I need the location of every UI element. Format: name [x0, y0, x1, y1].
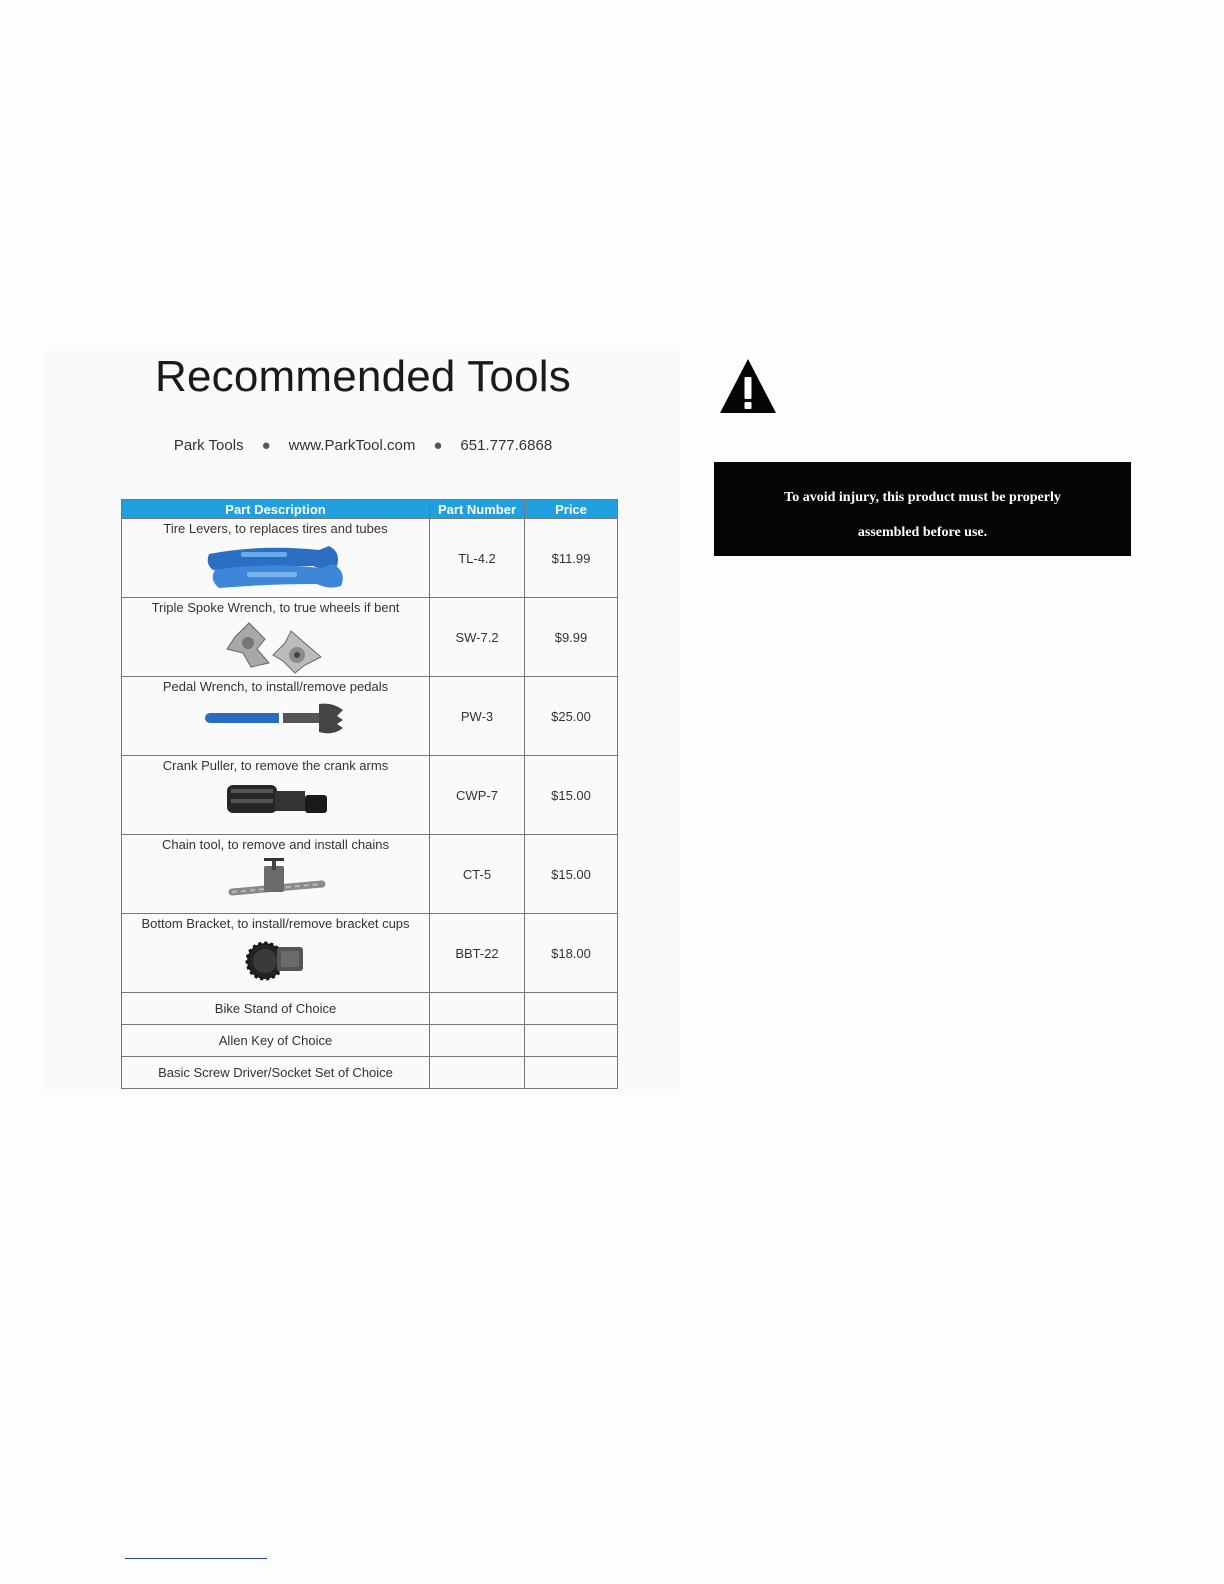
description-cell	[122, 598, 430, 677]
column-header-price: Price	[525, 500, 618, 519]
separator-dot: ●	[433, 437, 443, 454]
description-text: Crank Puller, to remove the crank arms	[162, 758, 389, 773]
price-cell: $9.99	[525, 598, 618, 677]
separator-dot: ●	[261, 437, 271, 454]
table-row	[122, 1057, 618, 1089]
recommended-tools-panel	[46, 350, 680, 1095]
warning-triangle-icon	[718, 357, 778, 415]
table-row	[122, 993, 618, 1025]
description-cell: Basic Screw Driver/Socket Set of Choice	[122, 1057, 430, 1089]
column-header-description: Part Description	[122, 500, 430, 519]
footnote-separator	[125, 1558, 267, 1559]
description-text: Bottom Bracket, to install/remove bracket cups	[141, 916, 410, 931]
warning-text-line-1: To avoid injury, this product must be properly	[784, 490, 1061, 505]
description-text: Triple Spoke Wrench, to true wheels if bent	[151, 600, 400, 615]
pedal-wrench-image	[201, 698, 351, 738]
description-cell: Allen Key of Choice	[122, 1025, 430, 1057]
tire-levers-image	[201, 540, 351, 592]
part-number-cell: PW-3	[430, 677, 525, 756]
part-number-cell	[430, 993, 525, 1025]
price-cell	[525, 993, 618, 1025]
part-number-cell: CWP-7	[430, 756, 525, 835]
description-cell	[122, 756, 430, 835]
price-cell: $15.00	[525, 756, 618, 835]
description-text: Pedal Wrench, to install/remove pedals	[162, 679, 389, 694]
website-text: www.ParkTool.com	[288, 437, 416, 454]
column-header-part-number: Part Number	[430, 500, 525, 519]
description-cell	[122, 835, 430, 914]
parts-table	[121, 499, 618, 1089]
table-row	[122, 519, 618, 598]
table-row	[122, 1025, 618, 1057]
description-cell	[122, 677, 430, 756]
price-cell: $11.99	[525, 519, 618, 598]
table-header-row	[122, 500, 618, 519]
description-cell	[122, 914, 430, 993]
part-number-cell: BBT-22	[430, 914, 525, 993]
warning-text-line-2: assembled before use.	[857, 525, 988, 540]
table-row	[122, 677, 618, 756]
price-cell: $15.00	[525, 835, 618, 914]
part-number-cell: CT-5	[430, 835, 525, 914]
chain-tool-image	[226, 856, 326, 906]
price-cell: $18.00	[525, 914, 618, 993]
brand-name: Park Tools	[173, 437, 244, 454]
price-cell	[525, 1025, 618, 1057]
contact-line	[46, 437, 680, 454]
table-row	[122, 756, 618, 835]
part-number-cell: TL-4.2	[430, 519, 525, 598]
warning-box	[714, 462, 1131, 556]
price-cell	[525, 1057, 618, 1089]
table-row	[122, 914, 618, 993]
price-cell: $25.00	[525, 677, 618, 756]
description-cell	[122, 519, 430, 598]
bottom-bracket-tool-image	[241, 935, 311, 981]
part-number-cell	[430, 1025, 525, 1057]
description-text: Chain tool, to remove and install chains	[162, 837, 389, 852]
table-row	[122, 835, 618, 914]
part-number-cell: SW-7.2	[430, 598, 525, 677]
spoke-wrench-image	[221, 619, 331, 675]
table-row	[122, 598, 618, 677]
part-number-cell	[430, 1057, 525, 1089]
phone-number: 651.777.6868	[460, 437, 553, 454]
description-cell: Bike Stand of Choice	[122, 993, 430, 1025]
description-text: Tire Levers, to replaces tires and tubes	[163, 521, 388, 536]
crank-puller-image	[221, 777, 331, 825]
tools-title: Recommended Tools	[155, 352, 571, 401]
